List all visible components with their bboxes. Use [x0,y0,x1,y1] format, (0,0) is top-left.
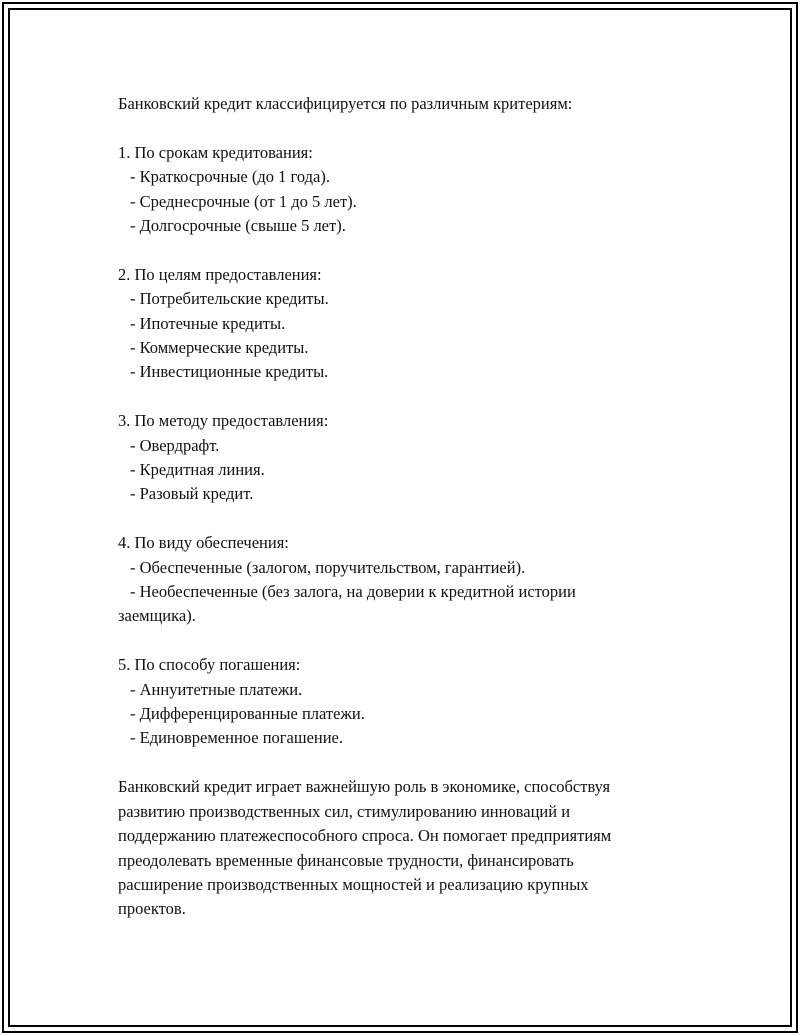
intro-text: Банковский кредит классифицируется по различным критериям: [118,94,573,113]
section-provision-method [118,409,698,507]
section-heading: 2. По целям предоставления: [118,264,322,284]
section-repayment-method [118,653,698,751]
list-item: - Кредитная линия. [130,460,265,480]
document-body [118,92,698,922]
paragraph-line: преодолевать временные финансовые трудности, финансировать [118,850,574,870]
section-loan-purpose [118,263,698,385]
section-heading: 4. По виду обеспечения: [118,533,289,553]
paragraph-line: расширение производственных мощностей и реализацию крупных [118,874,589,894]
section-heading: 1. По срокам кредитования: [118,142,313,162]
paragraph-line: проектов. [118,899,186,919]
spacer [118,751,698,775]
spacer [118,385,698,409]
list-item: - Инвестиционные кредиты. [130,362,329,382]
spacer [118,507,698,531]
list-item: - Долгосрочные (свыше 5 лет). [130,216,346,236]
section-loan-term [118,141,698,239]
section-heading: 3. По методу предоставления: [118,411,329,431]
list-item: - Необеспеченные (без залога, на доверии к кредитной истории [130,582,576,602]
list-item: - Единовременное погашение. [130,728,344,748]
spacer [118,238,698,262]
section-collateral-type [118,531,698,629]
section-heading: 5. По способу погашения: [118,655,301,675]
paragraph-line: поддержанию платежеспособного спроса. Он помогает предприятиям [118,826,612,846]
list-item: - Потребительские кредиты. [130,289,329,309]
list-item: - Аннуитетные платежи. [130,679,303,699]
list-item: - Краткосрочные (до 1 года). [130,167,330,187]
list-item: - Обеспеченные (залогом, поручительством, гарантией). [130,557,526,577]
list-item: - Ипотечные кредиты. [130,313,286,333]
list-item: - Среднесрочные (от 1 до 5 лет). [130,191,357,211]
list-item: - Овердрафт. [130,435,220,455]
paragraph-line: Банковский кредит играет важнейшую роль в экономике, способствуя [118,777,611,797]
list-item: - Разовый кредит. [130,484,254,504]
list-item: - Дифференцированные платежи. [130,704,365,724]
paragraph-line: развитию производственных сил, стимулированию инноваций и [118,801,571,821]
list-item: - Коммерческие кредиты. [130,338,309,358]
spacer [118,629,698,653]
list-item-continuation: заемщика). [118,606,196,626]
conclusion-paragraph [118,775,698,921]
spacer [118,116,698,140]
